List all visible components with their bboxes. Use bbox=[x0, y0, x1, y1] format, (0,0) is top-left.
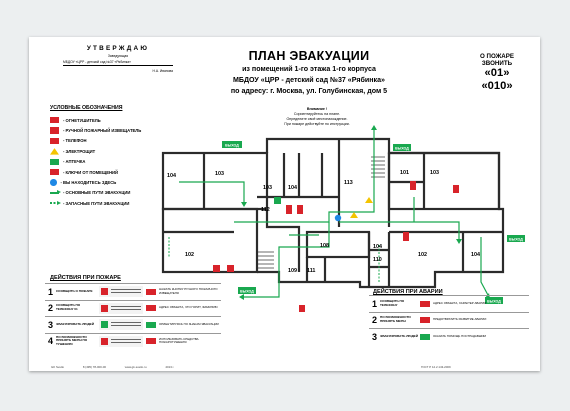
room-label: 104 bbox=[288, 185, 297, 191]
step-number: 4 bbox=[47, 336, 53, 347]
step-illustration bbox=[99, 303, 143, 314]
emergency-action-row bbox=[369, 328, 529, 345]
electric-panel-icon bbox=[365, 197, 373, 203]
step-number: 2 bbox=[371, 315, 377, 326]
keys-icon bbox=[299, 305, 305, 312]
fire-action-row bbox=[45, 316, 221, 333]
attention-note bbox=[259, 107, 375, 127]
legend-label: - КЛЮЧИ ОТ ПОМЕЩЕНИЙ bbox=[63, 169, 119, 175]
exit-label: ВЫХОД bbox=[240, 289, 254, 294]
exit-label: ВЫХОД bbox=[509, 237, 523, 242]
footer-site: www.gk-svetlo.ru bbox=[124, 365, 147, 369]
room-label: 110 bbox=[373, 257, 382, 263]
step-text: ПО ВОЗМОЖНОСТИ ПРИНЯТЬ МЕРЫ ПО ТУШЕНИЮ bbox=[56, 334, 88, 347]
step-text: СООБЩИТЬ ПО ТЕЛЕФОНУ bbox=[380, 298, 405, 307]
fire-action-row bbox=[45, 333, 221, 350]
room-label: 104 bbox=[471, 252, 480, 258]
alarm-icon bbox=[146, 289, 156, 295]
fire-extinguisher-icon bbox=[101, 338, 108, 345]
emergency-actions-table bbox=[369, 295, 529, 345]
step-illustration bbox=[99, 319, 143, 330]
room-label: 102 bbox=[418, 252, 427, 258]
plan-subtitle-2: МБДОУ «ЦРР - детский сад №37 «Рябинка» bbox=[232, 76, 385, 85]
footer-standard: ГОСТ Р 12.2.143-2009 bbox=[421, 365, 451, 369]
step-illustration bbox=[99, 286, 143, 297]
step-number: 3 bbox=[371, 331, 377, 342]
step-number: 1 bbox=[371, 298, 377, 309]
exit-icon bbox=[146, 322, 156, 328]
exit-label: ВЫХОД bbox=[225, 143, 239, 148]
legend-label: - ОСНОВНЫЕ ПУТИ ЭВАКУАЦИИ bbox=[63, 190, 131, 196]
step-description: ПРЕДОТВРАТИТЬ РАЗВИТИЕ АВАРИИ bbox=[433, 317, 487, 322]
emergency-action-row bbox=[369, 312, 529, 329]
emergency-actions-title: ДЕЙСТВИЯ ПРИ АВАРИИ bbox=[373, 289, 443, 295]
footer bbox=[51, 365, 192, 369]
electric-panel-icon bbox=[350, 212, 358, 218]
step-number: 3 bbox=[47, 319, 53, 330]
fire-number-2: «010» bbox=[481, 79, 513, 92]
fire-call-line2: ЗВОНИТЬ bbox=[481, 60, 513, 67]
fire-call-line1: О ПОЖАРЕ bbox=[479, 53, 515, 60]
room-label: 109 bbox=[288, 268, 297, 274]
room-label: 103 bbox=[215, 171, 224, 177]
footer-phone: 8 (495) 78-000-00 bbox=[82, 365, 106, 369]
building-walls bbox=[163, 139, 503, 287]
alarm-button-icon bbox=[101, 288, 108, 295]
step-text: ЭВАКУИРОВАТЬ ЛЮДЕЙ bbox=[380, 333, 418, 338]
step-illustration bbox=[99, 336, 143, 347]
step-text: ЭВАКУИРОВАТЬ ЛЮДЕЙ bbox=[56, 321, 94, 326]
fire-actions-table bbox=[45, 283, 221, 349]
legend-label: - АПТЕЧКА bbox=[63, 159, 86, 165]
fire-action-row bbox=[45, 283, 221, 300]
room-label: 103 bbox=[263, 185, 272, 191]
fire-extinguisher-icon bbox=[213, 265, 220, 272]
attention-line: При пожаре действуйте по инструкции. bbox=[284, 122, 350, 126]
step-description: ИСПОЛЬЗОВАТЬ СРЕДСТВА ПОЖАРОТУШЕНИЯ bbox=[159, 336, 199, 345]
room-label: 102 bbox=[185, 252, 194, 258]
exit-label: ВЫХОД bbox=[395, 146, 409, 151]
first-aid-icon bbox=[274, 197, 281, 204]
approval-title: УТВЕРЖДАЮ bbox=[86, 45, 150, 52]
room-label: 101 bbox=[400, 170, 409, 176]
step-description: ОРИЕНТИРУЯСЬ ПО ЗНАКАМ ЭВАКУАЦИИ bbox=[159, 321, 219, 326]
room-label: 108 bbox=[320, 243, 329, 249]
footer-company: GK Svetlo bbox=[51, 365, 65, 369]
step-description: НАЖАТЬ КНОПКУ РУЧНОГО ПОЖАРНОГО ИЗВЕЩАТЕЛЯ bbox=[159, 287, 218, 295]
room-label: 104 bbox=[373, 244, 382, 250]
you-are-here-icon bbox=[335, 215, 341, 221]
warning-icon bbox=[420, 317, 430, 323]
phone-icon bbox=[101, 305, 108, 312]
manual-alarm-icon bbox=[453, 185, 459, 193]
legend-label: - ЭЛЕКТРОЩИТ bbox=[63, 148, 96, 154]
step-text: СООБЩИТЬ О ПОЖАРЕ bbox=[56, 288, 93, 293]
plan-title: ПЛАН ЭВАКУАЦИИ bbox=[248, 49, 370, 63]
exit-label: ВЫХОД bbox=[487, 299, 501, 304]
plan-subtitle-1: из помещений 1-го этажа 1-го корпуса bbox=[242, 65, 376, 73]
evacuation-plan-sheet bbox=[29, 37, 540, 371]
approval-role: Заведующая bbox=[107, 54, 129, 58]
plan-subtitle-3: по адресу: г. Москва, ул. Голубинская, дом 5 bbox=[230, 87, 388, 96]
exit-icon bbox=[101, 321, 108, 328]
fire-extinguisher-icon bbox=[286, 205, 292, 214]
footer-year: 2013 г. bbox=[165, 365, 175, 369]
attention-heading: Внимание ! bbox=[306, 107, 328, 111]
legend-title: УСЛОВНЫЕ ОБОЗНАЧЕНИЯ bbox=[50, 105, 123, 111]
room-label: 104 bbox=[167, 173, 176, 179]
fire-number-1: «01» bbox=[484, 67, 510, 79]
step-description: АДРЕС ОБЪЕКТА, ХАРАКТЕР АВАРИИ bbox=[433, 300, 487, 305]
emergency-action-row bbox=[369, 295, 529, 312]
step-description: ОКАЗАТЬ ПОМОЩЬ ПОСТРАДАВШИМ bbox=[433, 333, 486, 338]
attention-line: Сориентируйтесь на плане. bbox=[293, 112, 341, 116]
room-label: 112 bbox=[261, 207, 270, 213]
spare-evacuation-routes bbox=[169, 237, 379, 282]
exit-icon bbox=[420, 334, 430, 340]
fire-actions-title: ДЕЙСТВИЯ ПРИ ПОЖАРЕ bbox=[50, 275, 121, 281]
phone-icon bbox=[227, 265, 234, 272]
room-label: 113 bbox=[344, 180, 353, 186]
legend-label: - ТЕЛЕФОН bbox=[63, 138, 87, 144]
legend-label: - РУЧНОЙ ПОЖАРНЫЙ ИЗВЕЩАТЕЛЬ bbox=[63, 128, 142, 134]
approval-org: МБДОУ «ЦРР - детский сад №37 «Рябинка» bbox=[63, 60, 131, 64]
attention-line: Определите своё местонахождение. bbox=[286, 117, 348, 121]
legend-label: - ОГНЕТУШИТЕЛЬ bbox=[63, 117, 101, 123]
step-number: 2 bbox=[47, 303, 53, 314]
legend-label: - ВЫ НАХОДИТЕСЬ ЗДЕСЬ bbox=[60, 180, 117, 186]
room-label: 111 bbox=[307, 268, 316, 274]
step-description: АДРЕС ОБЪЕКТА, ЧТО ГОРИТ, ФАМИЛИЮ bbox=[159, 305, 218, 310]
phone-icon bbox=[146, 305, 156, 311]
fire-extinguisher-icon bbox=[146, 338, 156, 344]
fire-action-row bbox=[45, 300, 221, 317]
room-label: 103 bbox=[430, 170, 439, 176]
step-text: СООБЩИТЬ ПО ТЕЛЕФОНУ 01 bbox=[56, 303, 81, 312]
step-text: ПО ВОЗМОЖНОСТИ ПРИНЯТЬ МЕРЫ bbox=[380, 315, 411, 324]
step-number: 1 bbox=[47, 286, 53, 297]
fire-extinguisher-icon bbox=[297, 205, 303, 214]
fire-extinguisher-icon bbox=[403, 232, 409, 241]
approval-signer: Н.А. Иванова bbox=[152, 69, 173, 73]
phone-icon bbox=[420, 301, 430, 307]
fire-extinguisher-icon bbox=[410, 181, 416, 190]
legend-label: - ЗАПАСНЫЕ ПУТИ ЭВАКУАЦИИ bbox=[63, 200, 130, 206]
